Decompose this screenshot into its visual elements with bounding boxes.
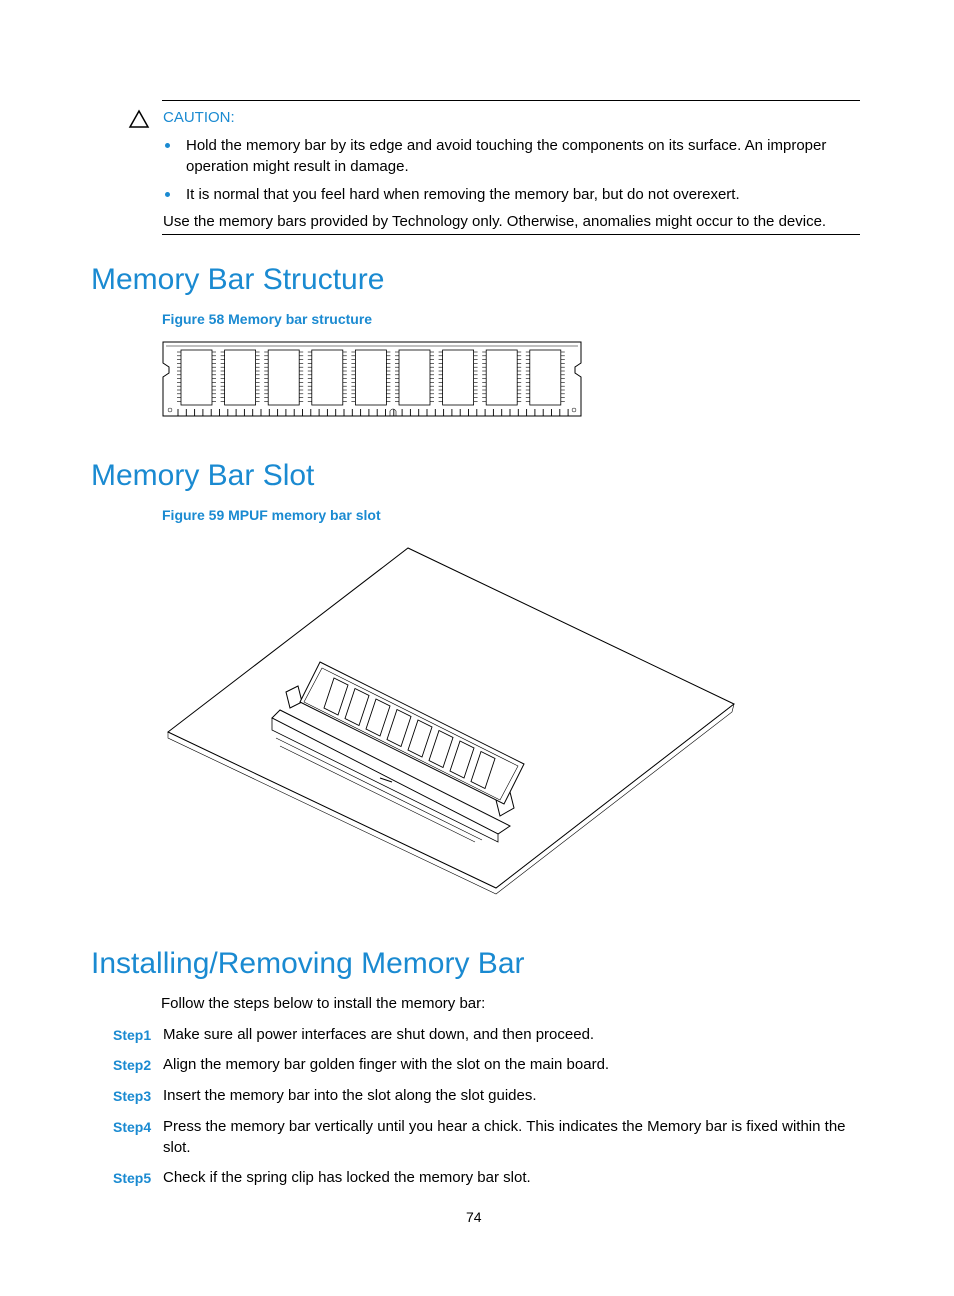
step-text: Check if the spring clip has locked the memory bar slot. bbox=[163, 1169, 531, 1186]
step-label: Step1 bbox=[113, 1027, 152, 1043]
bullet-dot-icon bbox=[165, 192, 170, 197]
page-number: 74 bbox=[466, 1209, 482, 1225]
memory-chip bbox=[530, 350, 561, 405]
step-label: Step3 bbox=[113, 1088, 152, 1104]
caution-bullet: It is normal that you feel hard when removing the memory bar, but do not overexert. bbox=[186, 186, 740, 203]
caution-bullet: Hold the memory bar by its edge and avoid touching the components on its surface. An improper operation might result in damage. bbox=[186, 137, 827, 175]
figure-caption: Figure 59 MPUF memory bar slot bbox=[162, 507, 381, 523]
step-text: Align the memory bar golden finger with the slot on the main board. bbox=[163, 1056, 610, 1073]
step-label: Step4 bbox=[113, 1119, 152, 1135]
memory-chip bbox=[443, 350, 474, 405]
caution-triangle-icon bbox=[128, 109, 150, 129]
intro-text: Follow the steps below to install the memory bar: bbox=[161, 995, 486, 1012]
step-text: Insert the memory bar into the slot along the slot guides. bbox=[163, 1087, 537, 1104]
memory-chip bbox=[355, 350, 386, 405]
section-heading: Memory Bar Structure bbox=[91, 263, 385, 296]
memory-bar-diagram bbox=[162, 341, 583, 419]
memory-chip bbox=[312, 350, 343, 405]
memory-chip bbox=[181, 350, 212, 405]
step-label: Step5 bbox=[113, 1170, 152, 1186]
figure-caption: Figure 58 Memory bar structure bbox=[162, 311, 373, 327]
bullet-dot-icon bbox=[165, 143, 170, 148]
memory-chip bbox=[225, 350, 256, 405]
step-label: Step2 bbox=[113, 1057, 152, 1073]
section-heading: Memory Bar Slot bbox=[91, 459, 315, 492]
caution-note: Use the memory bars provided by Technology only. Otherwise, anomalies might occur to the device. bbox=[163, 213, 827, 230]
memory-chip bbox=[486, 350, 517, 405]
caution-label: CAUTION: bbox=[163, 109, 235, 126]
step-text: Make sure all power interfaces are shut down, and then proceed. bbox=[163, 1026, 595, 1043]
memory-bar-slot-diagram bbox=[160, 542, 742, 898]
memory-chip bbox=[399, 350, 430, 405]
memory-chip bbox=[268, 350, 299, 405]
step-text: Press the memory bar vertically until you hear a chick. This indicates the Memory bar is fixed within the slot. bbox=[163, 1118, 846, 1156]
section-heading: Installing/Removing Memory Bar bbox=[91, 947, 525, 980]
